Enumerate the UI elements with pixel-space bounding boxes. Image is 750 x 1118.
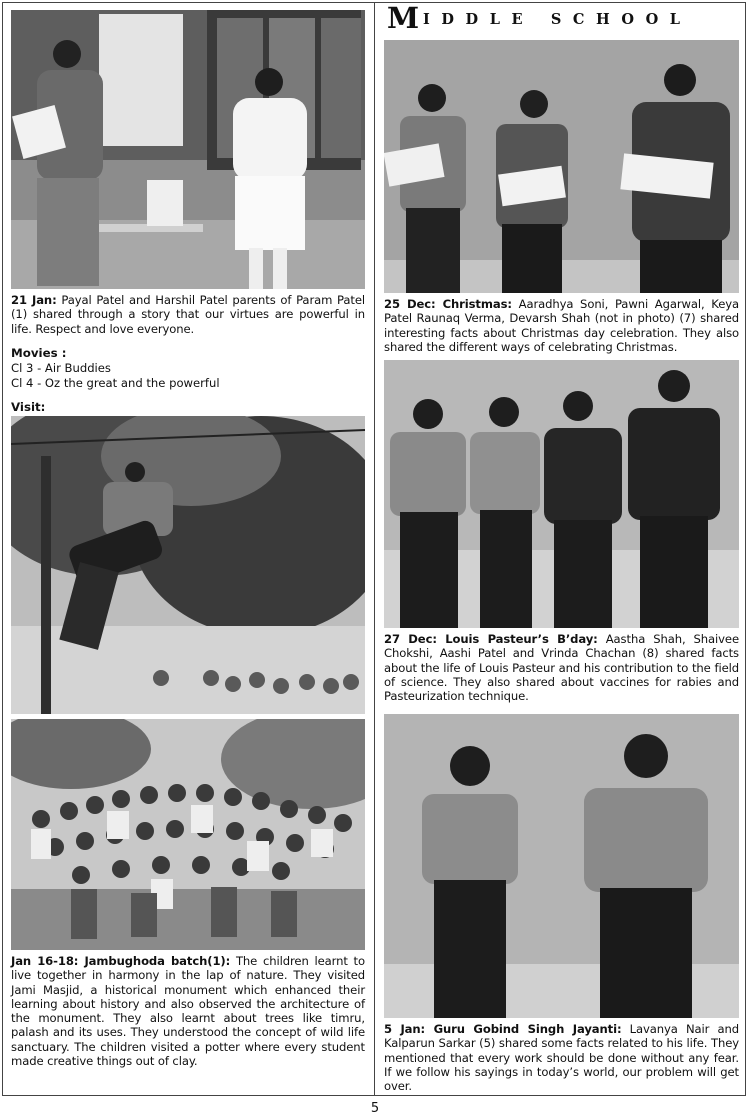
caption-louis-pasteur-date: 27 Dec: Louis Pasteur’s B’day:	[384, 632, 598, 646]
photo-christmas-readers	[384, 40, 739, 293]
caption-guru-gobind-singh	[384, 1022, 739, 1093]
caption-jan-21-date: 21 Jan:	[11, 293, 57, 307]
page-number: 5	[370, 1101, 380, 1116]
movies-heading: Movies :	[11, 346, 67, 360]
photo-guru-gobind-singh-speakers	[384, 714, 739, 1018]
movie-item-cl3: Cl 3 - Air Buddies	[11, 361, 111, 375]
caption-jambughoda	[11, 954, 365, 1068]
caption-christmas-text: Aaradhya Soni, Pawni Agarwal, Keya Patel Raunaq Verma, Devarsh Shah (not in photo) (7) shared interesting facts about Christmas day celebration. They also shared the different ways of celebrating Christmas.	[384, 297, 739, 354]
section-title-rest: IDDLE SCHOOL	[423, 11, 692, 28]
visit-heading: Visit:	[11, 400, 46, 414]
caption-guru-gobind-singh-date: 5 Jan: Guru Gobind Singh Jayanti:	[384, 1022, 622, 1036]
movie-item-cl4: Cl 4 - Oz the great and the powerful	[11, 376, 220, 390]
section-title	[385, 2, 740, 34]
caption-jan-21	[11, 293, 365, 336]
caption-christmas	[384, 297, 739, 354]
caption-louis-pasteur-text: Aastha Shah, Shaivee Chokshi, Aashi Patel and Vrinda Chachan (8) shared facts about the life of Louis Pasteur and his contribution to the field of science. They also shared about vaccines for rabies and Pasteurization technique.	[384, 632, 739, 704]
photo-zipline-visit	[11, 416, 365, 714]
caption-christmas-date: 25 Dec: Christmas:	[384, 297, 512, 311]
photo-jambughoda-group	[11, 719, 365, 950]
section-title-initial: M	[387, 1, 420, 35]
caption-jan-21-text: Payal Patel and Harshil Patel parents of Param Patel (1) shared through a story that our virtues are powerful in life. Respect and love everyone.	[11, 293, 365, 336]
photo-parents-storytelling	[11, 10, 365, 289]
caption-jambughoda-date: Jan 16-18: Jambughoda batch(1):	[11, 954, 231, 968]
photo-louis-pasteur-speakers	[384, 360, 739, 628]
caption-louis-pasteur	[384, 632, 739, 703]
caption-jambughoda-text: The children learnt to live together in harmony in the lap of nature. They visited Jami Masjid, a historical monument which enhanced their learning about history and also observed the architecture of the monument. They also learnt about trees like timru, palash and its uses. They understood the concept of wild life sanctuary. The children visited a potter where every student made creative things out of clay.	[11, 954, 365, 1069]
caption-guru-gobind-singh-text: Lavanya Nair and Kalparun Sarkar (5) shared some facts related to his life. They mentioned that every work should be done without any fear. If we follow his sayings in today’s world, our problem will get over.	[384, 1022, 739, 1094]
column-divider	[374, 2, 375, 1096]
